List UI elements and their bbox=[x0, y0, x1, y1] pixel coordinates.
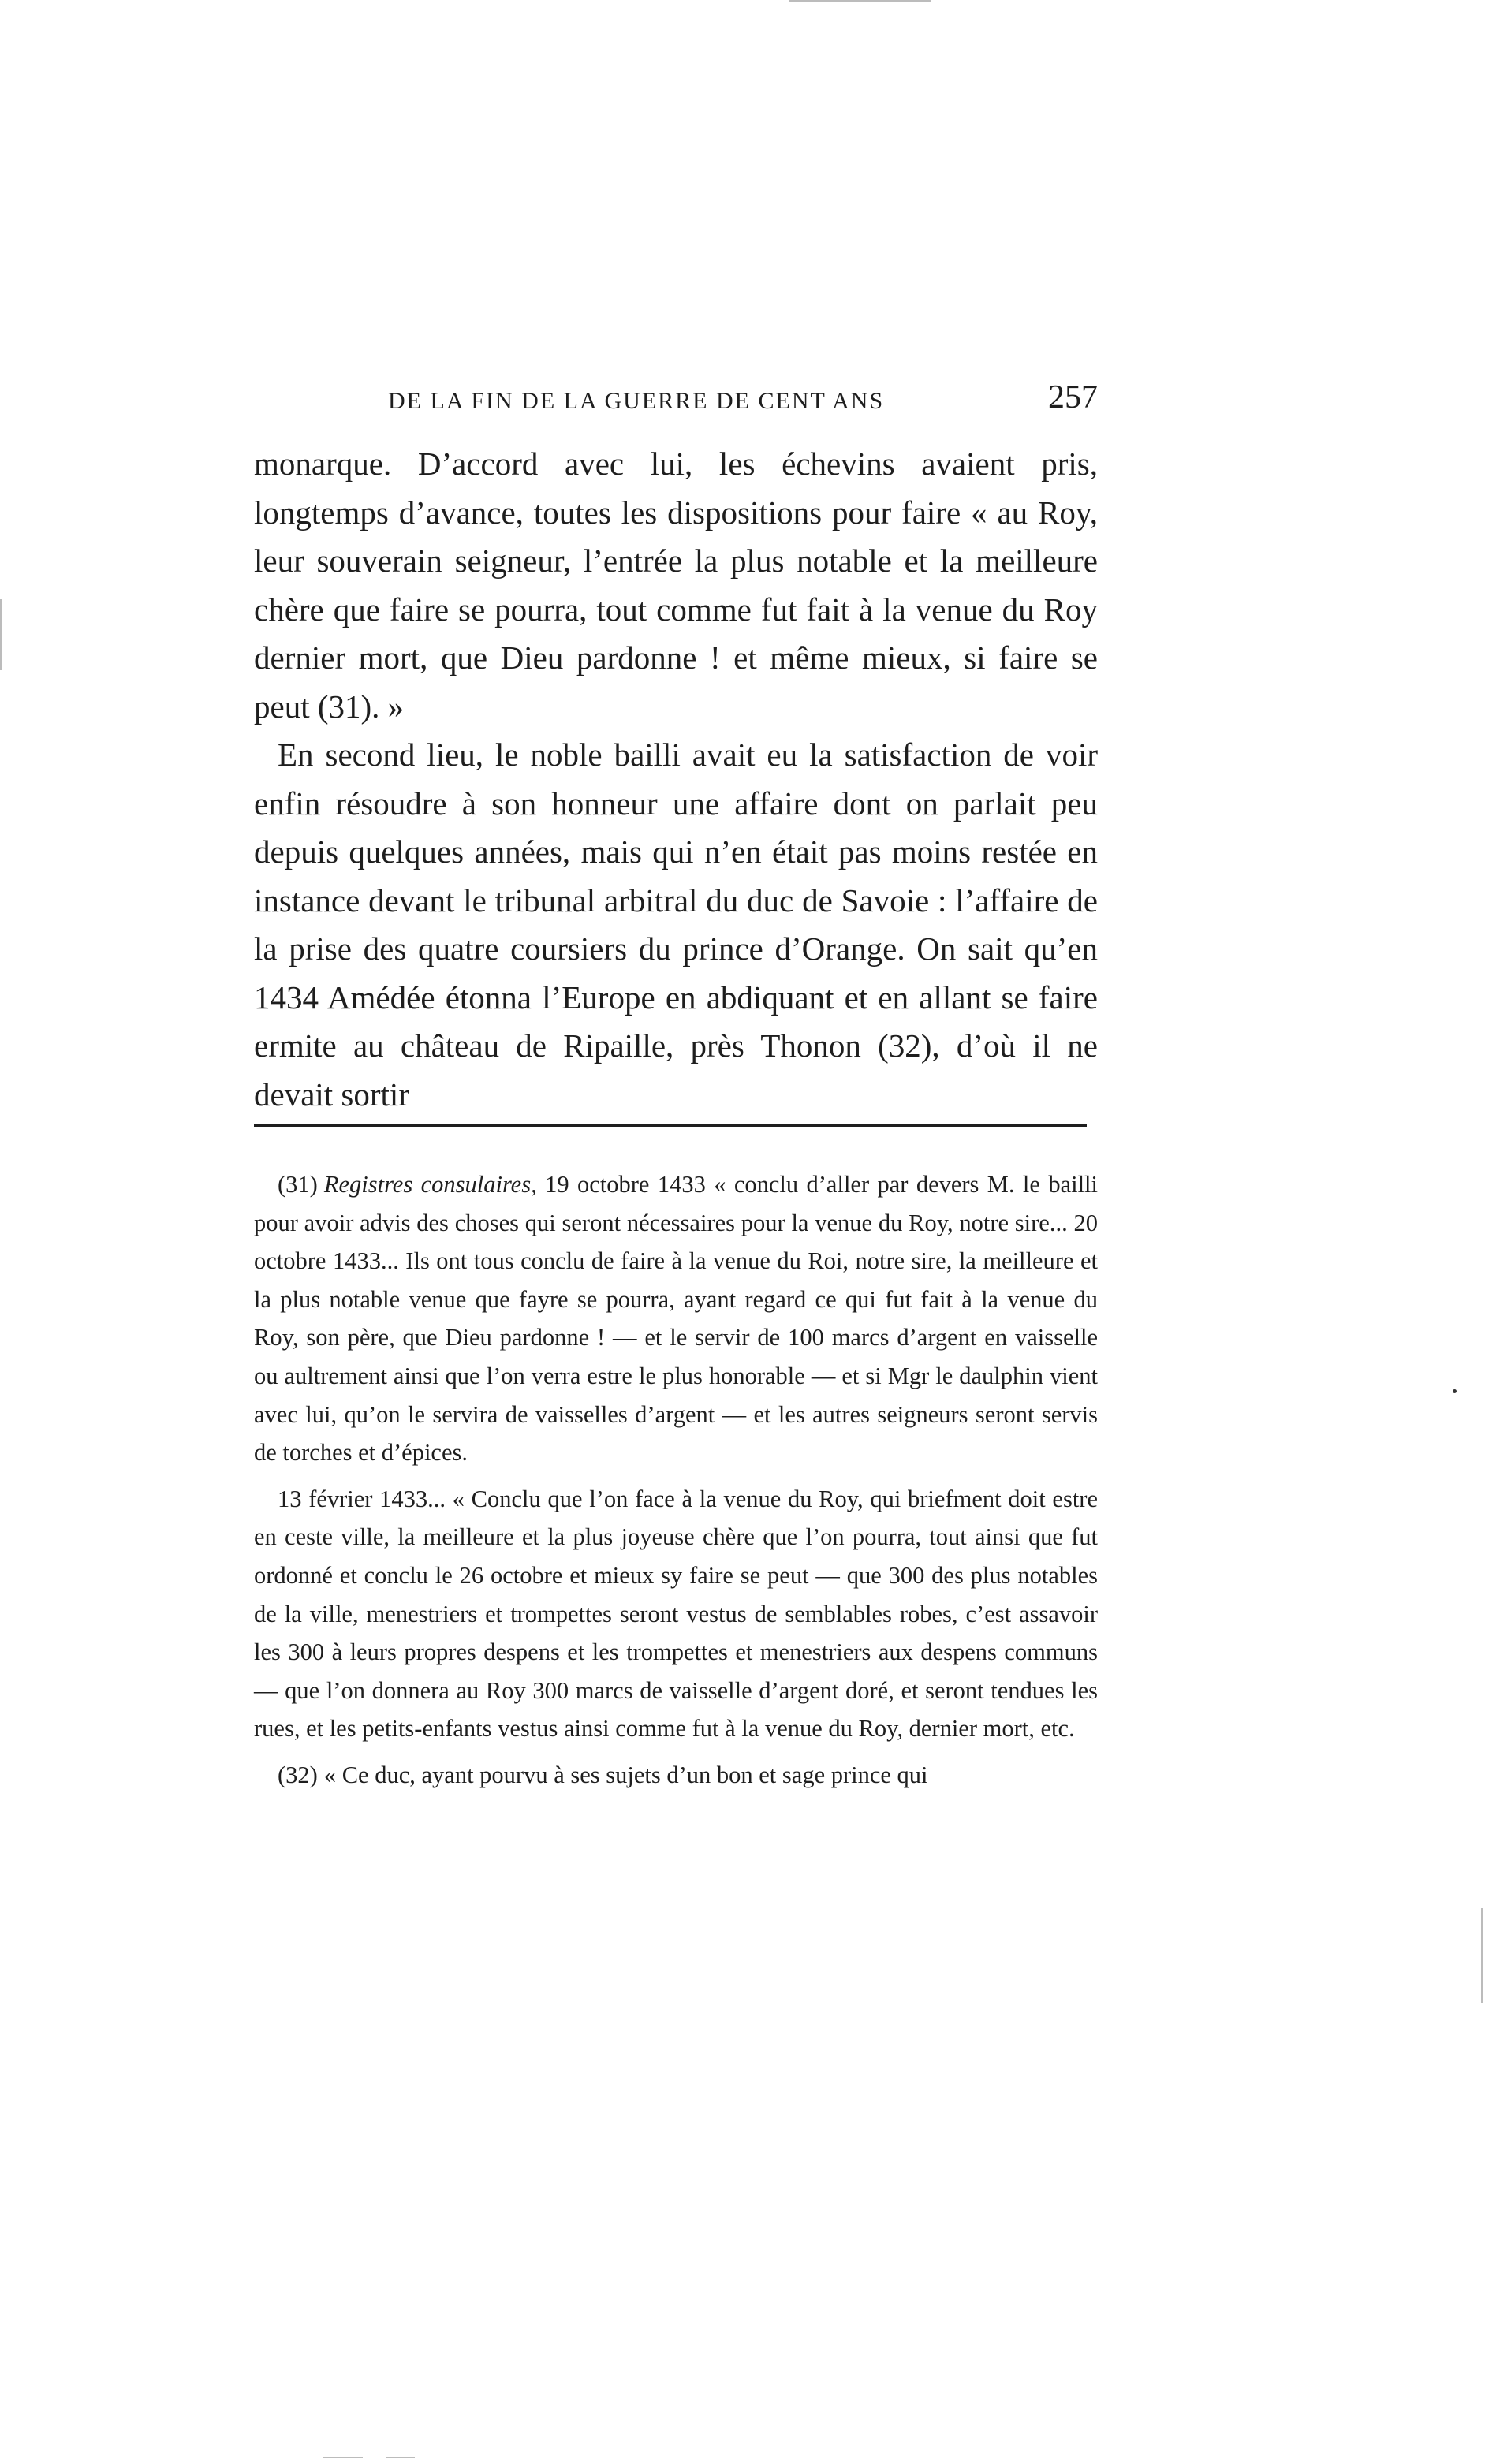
scan-artifact-bottom-right bbox=[386, 2457, 415, 2458]
scan-artifact-bottom-left bbox=[323, 2457, 363, 2458]
footnotes bbox=[254, 1165, 1098, 1795]
scan-artifact-left-edge bbox=[0, 599, 2, 670]
scan-artifact-top bbox=[789, 0, 931, 2]
scan-artifact-dot bbox=[1453, 1389, 1457, 1393]
main-text bbox=[254, 440, 1098, 1119]
footnote-32 bbox=[254, 1756, 1098, 1795]
footnote-32-ref: (32) bbox=[278, 1761, 318, 1788]
footnote-31-source: Registres consulaires, bbox=[323, 1171, 537, 1198]
body-paragraph-2: En second lieu, le noble bailli avait eu la satisfaction de voir enfin résoudre à son honneur une affaire dont on parlait peu depuis quelques années, mais qui n’en était pas moins restée en instance devant le tribunal arbitral du duc de Savoie : l’affaire de la prise des quatre coursiers du prince d’Orange. On sait qu’en 1434 Amédée étonna l’Europe en abdiquant et en allant se faire ermite au château de Ripaille, près Thonon (32), d’où il ne devait sortir bbox=[254, 736, 1098, 1113]
footnote-32-text: « Ce duc, ayant pourvu à ses sujets d’un bon et sage prince qui bbox=[323, 1761, 928, 1788]
footnote-31 bbox=[254, 1165, 1098, 1472]
footnote-31-text: 19 octobre 1433 « conclu d’aller par devers M. le bailli pour avoir advis des choses qui seront nécessaires pour la venue du Roy, notre sire... 20 octobre 1433... Ils ont tous conclu de faire à la venue du Roi, notre sire, la meilleure et la plus notable venue que fayre se pourra, ayant regard ce qui fut fait à la venue du Roy, son père, que Dieu pardonne ! — et le servir de 100 marcs d’argent en vaisselle ou aultrement ainsi que l’on verra estre le plus honorable — et si Mgr le daulphin vient avec lui, qu’on le servira de vaisselles d’argent — et les autres seigneurs seront servis de torches et d’épices. bbox=[254, 1171, 1098, 1467]
page-header bbox=[254, 379, 1098, 429]
footnote-31-ref: (31) bbox=[278, 1171, 318, 1198]
footnote-separator bbox=[254, 1124, 1087, 1127]
body-paragraph-1: monarque. D’accord avec lui, les échevins avaient pris, longtemps d’avance, toutes les dispositions pour faire « au Roy, leur souverain seigneur, l’entrée la plus notable et la meilleure chère que faire se pourra, tout comme fut fait à la venue du Roy dernier mort, que Dieu pardonne ! et même mieux, si faire se peut (31). » bbox=[254, 445, 1098, 725]
running-title: DE LA FIN DE LA GUERRE DE CENT ANS bbox=[388, 388, 885, 414]
scan-artifact-right-edge bbox=[1481, 1908, 1483, 2003]
footnote-31-continuation: 13 février 1433... « Conclu que l’on face à la venue du Roy, qui briefment doit estre en ceste ville, la meilleure et la plus joyeuse chère que l’on pourra, tout ainsi que fut ordonné et conclu le 26 octobre et mieux sy faire se peut — que 300 des plus notables de la ville, menestriers et trompettes seront vestus de semblables robes, c’est assavoir les 300 à leurs propres despens et les trompettes et menestriers aux despens communs — que l’on donnera au Roy 300 marcs de vaisselle d’argent doré, et seront tendues les rues, et les petits-enfants vestus ainsi comme fut à la venue du Roy, dernier mort, etc. bbox=[254, 1485, 1098, 1743]
page-number: 257 bbox=[1048, 379, 1098, 416]
